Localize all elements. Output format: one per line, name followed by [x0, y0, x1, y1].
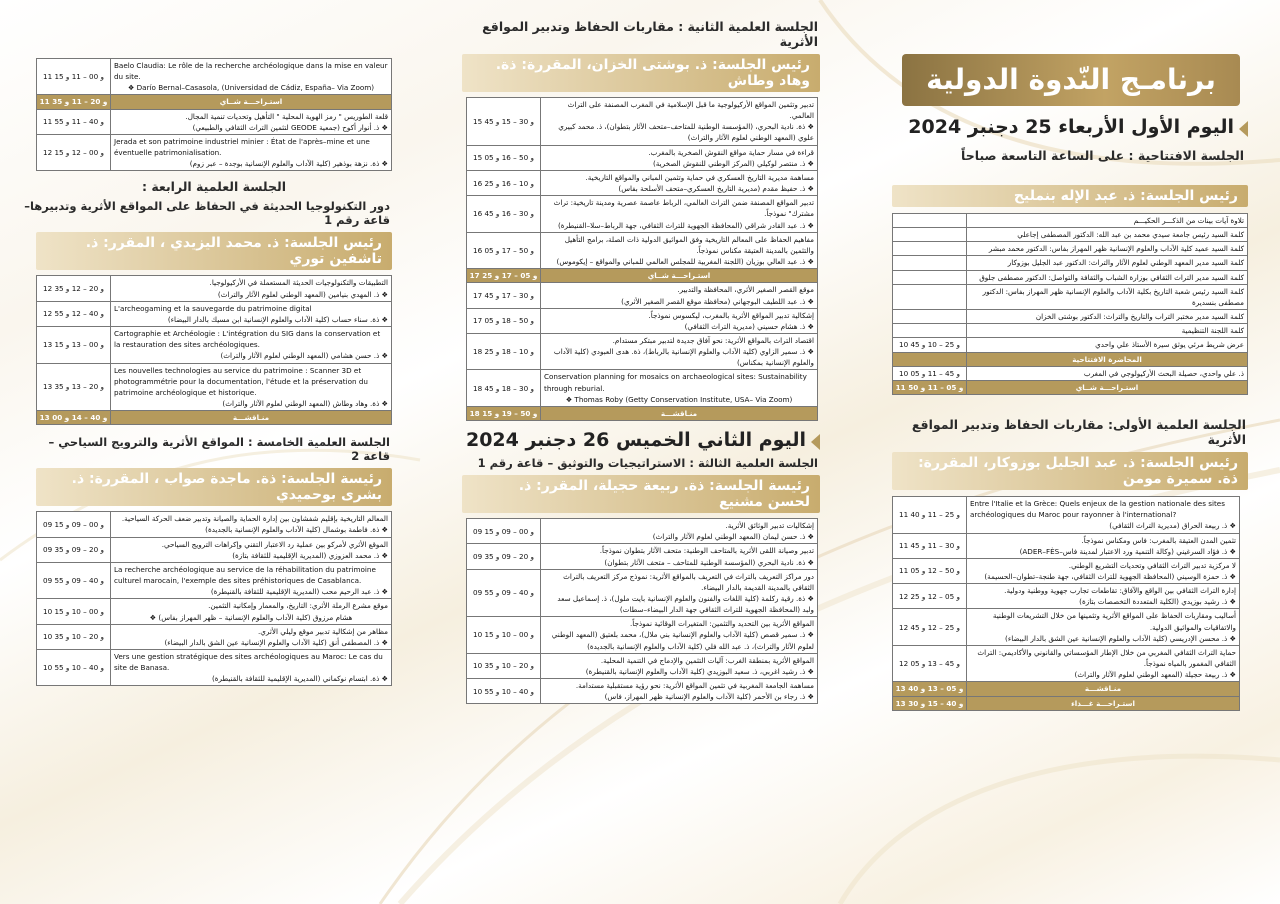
time-cell: 11 و 00 – 11 و 15 — [37, 59, 111, 95]
table-row — [893, 270, 1248, 284]
talk-cell — [111, 650, 392, 686]
day2-heading: اليوم الثاني الخميس 26 دجنبر 2024 — [462, 429, 820, 451]
session5-chair-bar: رئيسة الجلسة: ذة. ماجدة صواب ، المقررة: ذ. بشرى بوحميدي — [36, 468, 392, 506]
speaker-line: ❖ ذ. حفيظ مقدم (مديرية التاريخ العسكري–متحف الأسلحة بفاس) — [618, 184, 814, 194]
table-row — [467, 519, 818, 544]
talk-title: تثمين المدن العتيقة بالمغرب: فاس ومكناس نموذجاً. — [1081, 535, 1236, 545]
time-cell: 16 و 50 – 17 و 05 — [467, 232, 541, 268]
talk-cell — [111, 537, 392, 562]
table-row — [37, 363, 392, 411]
break-cell — [967, 696, 1240, 710]
talk-title: Entre l'Italie et la Grèce: Quels enjeux de la gestion nationale des sites archéologiques du Maroc pour rayonner à l'international? — [970, 499, 1225, 520]
talk-title: Conservation planning for mosaics on archaeological sites: Sustainability through reburial. — [544, 372, 807, 393]
column-right — [892, 110, 1248, 711]
talk-title: موقع القصر الصغير الأثري، المحافظة والتدبير. — [677, 285, 814, 295]
session2-table — [466, 97, 818, 421]
time-cell: 11 و 40 – 11 و 55 — [37, 109, 111, 134]
table-row — [893, 214, 1248, 228]
table-row — [467, 170, 818, 195]
table-row — [893, 645, 1240, 681]
session4-subtitle: دور التكنولوجيا الحديثة في الحفاظ على المواقع الأثرية وتدبيرها– قاعة رقم 1 — [24, 199, 390, 228]
talk-cell — [541, 232, 818, 268]
table-row — [893, 324, 1248, 338]
talk-cell — [541, 544, 818, 569]
speaker-line: ❖ ذ. منتصر لوكيلي (المركز الوطني للنقوش الصخرية) — [653, 158, 814, 168]
table-row — [467, 232, 818, 268]
table-row — [37, 95, 392, 109]
talk-cell — [967, 284, 1248, 309]
table-row — [37, 411, 392, 425]
time-cell: 09 و 20 – 09 و 35 — [37, 537, 111, 562]
talk-title: مساهمة مديرية التاريخ العسكري في حماية وتثمين المباني والمواقع التاريخية. — [585, 172, 814, 182]
time-cell: 16 و 10 – 16 و 25 — [467, 170, 541, 195]
talk-cell — [967, 366, 1248, 380]
talk-title: Jerada et son patrimoine industriel minier : État de l'après–mine et une éventuelle patrimonialisation. — [114, 136, 370, 158]
time-cell: 18 و 10 – 18 و 25 — [467, 333, 541, 369]
talk-cell — [541, 308, 818, 333]
talk-title: المحاضرة الافتتاحية — [1072, 354, 1142, 364]
talk-title: المواقع الأثرية بين التحديد والتثمين: المتغيرات الوقائية نموذجاً. — [629, 619, 814, 629]
speaker-line: ❖ ذة. نزهة بوذهير (كلية الآداب والعلوم الإنسانية بوجدة – عبر زوم) — [189, 159, 388, 169]
opening-table — [892, 213, 1248, 395]
talk-cell — [967, 242, 1248, 256]
time-cell: 17 و 05 – 17 و 25 — [467, 269, 541, 283]
talk-title: لا مركزية تدبير التراث الثقافي وتحديات التشريع الوطني. — [1068, 560, 1236, 570]
talk-cell — [111, 599, 392, 624]
time-cell: 12 و 40 – 12 و 55 — [37, 301, 111, 326]
session4-title: الجلسة العلمية الرابعة : — [141, 179, 286, 195]
table-row — [893, 366, 1248, 380]
table-row — [467, 370, 818, 406]
time-cell: 10 و 45 – 11 و 05 — [893, 366, 967, 380]
talk-cell — [541, 569, 818, 617]
talk-title: مفاهيم الحفاظ على المعالم التاريخية وفق المواثيق الدولية ذات الصلة، برامج التأهيل والتثمين بالمدينة العتيقة مكناس نموذجاً. — [564, 234, 814, 255]
table-row — [37, 59, 392, 95]
speaker-line: ❖ Darío Bernal–Casasola, (Universidad de Cádiz, España– Via Zoom) — [127, 83, 375, 93]
talk-cell — [967, 338, 1248, 352]
table-row — [37, 562, 392, 598]
table-row — [893, 284, 1248, 309]
talk-title: استـراحـــة شــاي — [647, 271, 711, 281]
table-row — [893, 228, 1248, 242]
talk-title: Vers une gestion stratégique des sites archéologiques au Maroc: Le cas du site de Banasa. — [114, 652, 383, 673]
table-row — [37, 109, 392, 134]
talk-title: كلمة السيد مدير المعهد الوطني لعلوم الآثار والتراث: الدكتور عبد الجليل بوزوكار — [1007, 258, 1244, 268]
talk-cell — [541, 617, 818, 653]
table-row — [467, 308, 818, 333]
opening-session-title: الجلسة الافتتاحية : على الساعة التاسعة صباحاً — [961, 148, 1244, 163]
talk-cell — [967, 497, 1240, 533]
time-cell: 09 و 20 – 09 و 35 — [467, 544, 541, 569]
speaker-line: ❖ ذة. وهاد وطاش (المعهد الوطني لعلوم الآثار والتراث) — [222, 398, 388, 408]
talk-cell — [967, 214, 1248, 228]
talk-cell — [111, 327, 392, 363]
session3-chair-bar: رئيسة الجلسة: ذة. ربيعة حجيلة، المقرر: ذ. لحسن مشنيع — [462, 475, 820, 513]
talk-cell — [541, 653, 818, 678]
time-cell — [893, 242, 967, 256]
talk-title: اقتصاد التراث بالمواقع الأثرية: نحو آفاق جديدة لتدبير مبتكر مستدام. — [612, 335, 814, 345]
time-cell — [893, 324, 967, 338]
break-cell — [967, 682, 1240, 696]
time-cell — [893, 228, 967, 242]
talk-title: استـراحـــة شــاي — [219, 97, 283, 107]
speaker-line: ❖ ذ. حسن ليمان (المعهد الوطني لعلوم الآثار والتراث) — [652, 532, 814, 542]
time-cell: 12 و 45 – 13 و 05 — [893, 645, 967, 681]
table-row — [37, 599, 392, 624]
table-row — [893, 256, 1248, 270]
talk-cell — [111, 59, 392, 95]
talk-title: التطبيقات والتكنولوجيات الحديثة المستعملة في الأركيولوجيا. — [209, 278, 388, 288]
talk-cell — [967, 228, 1248, 242]
talk-title: قراءة في مسار حماية مواقع النقوش الصخرية بالمغرب. — [648, 147, 814, 157]
talk-title: تلاوة آيات بينات من الذكـــر الحكيـــم — [1133, 216, 1244, 225]
time-cell: 09 و 40 – 09 و 55 — [467, 569, 541, 617]
time-cell: 09 و 00 – 09 و 15 — [467, 519, 541, 544]
day1-heading: اليوم الأول الأربعاء 25 دجنبر 2024 — [892, 116, 1248, 138]
table-row — [893, 558, 1240, 583]
talk-cell — [967, 256, 1248, 270]
table-row — [37, 650, 392, 686]
speaker-line: ❖ ذ. عبد القادر شراقي (المحافظة الجهوية للتراث الثقافي، جهة الرباط–سلا–القنيطرة) — [557, 220, 814, 230]
talk-title: منـاقشـــة — [232, 413, 270, 423]
talk-cell — [111, 134, 392, 170]
speaker-line: ❖ ذ. حسن هشامي (المعهد الوطني لعلوم الآثار والتراث) — [220, 351, 388, 361]
time-cell: 13 و 20 – 13 و 35 — [37, 363, 111, 411]
table-row — [893, 584, 1240, 609]
table-row — [467, 617, 818, 653]
table-row — [467, 653, 818, 678]
time-cell: 13 و 05 – 13 و 40 — [893, 682, 967, 696]
talk-title: استـراحـــة غـــذاء — [1071, 698, 1135, 708]
time-cell: 10 و 00 – 10 و 15 — [37, 599, 111, 624]
speaker-line: ❖ ذة. رقية ركلمة (كلية اللغات والفنون والعلوم الإنسانية بايت ملول)، ذ. إسماعيل سعد ولبد (المحافظة الجهوية للتراث الثقافي جهة الدار البيضاء–سطات) — [557, 594, 814, 615]
talk-title: إدارة التراث الثقافي بين الواقع والآفاق: تقاطعات تجارب جهوية ووطنية ودولية. — [1004, 586, 1236, 596]
session1-title: الجلسة العلمية الأولى: مقاربات الحفاظ وتدبير المواقع الأثرية — [911, 417, 1246, 448]
session1-table — [892, 496, 1240, 711]
speaker-line: ❖ ذ. هشام حسيني (مديرية التراث الثقافي) — [684, 321, 814, 331]
talk-cell — [111, 624, 392, 649]
table-row — [893, 352, 1248, 366]
table-row — [467, 406, 818, 420]
break-cell — [111, 411, 392, 425]
talk-cell — [541, 170, 818, 195]
time-cell: 15 و 50 – 16 و 05 — [467, 145, 541, 170]
talk-cell — [111, 276, 392, 301]
table-row — [37, 134, 392, 170]
talk-cell — [967, 645, 1240, 681]
break-cell — [541, 406, 818, 420]
speaker-line: ❖ ذ. رشيد اغربي، ذ. سعيد البوزيدي (كلية الآداب والعلوم الإنسانية بالقنيطرة) — [585, 666, 814, 676]
speaker-line: ❖ ذ. المهدي بنيامين (المعهد الوطني لعلوم الآثار والتراث) — [217, 289, 388, 299]
time-cell — [893, 214, 967, 228]
speaker-line: ❖ Thomas Roby (Getty Conservation Institute, USA– Via Zoom) — [565, 394, 793, 404]
time-cell: 12 و 20 – 12 و 35 — [37, 276, 111, 301]
time-cell: 17 و 30 – 17 و 45 — [467, 283, 541, 308]
talk-cell — [541, 333, 818, 369]
talk-cell — [541, 98, 818, 146]
speaker-line: ❖ ذة. سناء حساب (كلية الآداب والعلوم الإنسانية ابن مسيك بالدار البيضاء) — [167, 314, 388, 324]
time-cell: 12 و 00 – 12 و 15 — [37, 134, 111, 170]
talk-title: Cartographie et Archéologie : L'intégration du SIG dans la conservation et la restauration des sites archéologiques. — [114, 329, 381, 350]
time-cell: 10 و 25 – 10 و 45 — [893, 338, 967, 352]
talk-title: La recherche archéologique au service de la réhabilitation du patrimoine culturel marocain, l'exemple des sites préhistoriques de Casablanca. — [114, 564, 376, 586]
talk-title: قلعة الطوريس " رمز الهوية المحلية " التأهيل وتحديات تنمية المجال. — [185, 111, 388, 121]
talk-title: كلمة السيد رئيس شعبة التاريخ بكلية الآداب والعلوم الإنسانية ظهر المهراز بفاس: الدكتور مصطفى بنسديرة — [982, 286, 1244, 307]
session4-table — [36, 275, 392, 425]
speaker-line: ❖ ذ. محمد العزوزي (المديرية الإقليمية للثقافة بتازة) — [232, 550, 388, 560]
time-cell: 17 و 50 – 18 و 05 — [467, 308, 541, 333]
table-row — [467, 98, 818, 146]
speaker-line: ❖ ذ. المصطفى أنق (كلية الآداب والعلوم الإنسانية عين الشق بالدار البيضاء) — [164, 637, 388, 647]
table-row — [893, 338, 1248, 352]
talk-cell — [111, 109, 392, 134]
talk-cell — [541, 283, 818, 308]
time-cell: 09 و 00 – 09 و 15 — [37, 512, 111, 537]
talk-title: مساهمة الجامعة المغربية في تثمين المواقع الأثرية: نحو رؤية مستقبلية مستدامة. — [575, 681, 814, 691]
speaker-line: ❖ ذة. ابتسام نوكماني (المديرية الإقليمية للثقافة بالقنيطرة) — [211, 674, 388, 684]
table-row — [467, 333, 818, 369]
talk-title: موقع مشرع الرملة الأثري: التاريخ، والمعمار وإمكانية التثمين. — [208, 601, 388, 611]
session3-table — [466, 518, 818, 704]
speaker-line: ❖ ذ. رجاء بن الأحمر (كلية الآداب والعلوم الإنسانية ظهر المهراز، فاس) — [604, 692, 814, 702]
talk-cell — [541, 196, 818, 232]
time-cell: 10 و 20 – 10 و 35 — [467, 653, 541, 678]
talk-title: L'archeogaming et la sauvegarde du patrimoine digital — [114, 303, 312, 313]
speaker-line: ❖ ذ. سمير الزاوي (كلية الآداب والعلوم الإنسانية بالرباط)، ذة. هدى العبودي (كلية الآداب والعلوم الإنسانية بمكناس) — [553, 347, 814, 368]
session5-title: الجلسة العلمية الخامسة : المواقع الأثرية والترويج السياحي – قاعة 2 — [48, 435, 390, 464]
talk-cell — [967, 324, 1248, 338]
speaker-line: ❖ ذ. حمزة الوسيني (المحافظة الجهوية للتراث الثقافي، جهة طنجة–تطوان–الحسيمة) — [984, 571, 1236, 581]
time-cell: 11 و 25 – 11 و 40 — [893, 497, 967, 533]
time-cell: 11 و 30 – 11 و 45 — [893, 533, 967, 558]
talk-title: منـاقشـــة — [660, 408, 698, 418]
talk-title: أساليب ومقاربات الحفاظ على المواقع الأثرية وتثمينها من خلال التشريعات الوطنية والاتفاقيات والمواثيق الدولية. — [992, 611, 1236, 632]
time-cell — [893, 284, 967, 309]
speaker-line: ❖ ذ. ربيعة الحراق (مديرية التراث الثقافي) — [1109, 521, 1236, 531]
talk-title: إشكالية تدبير المواقع الأثرية بالمغرب، ليكسوس نموذجاً. — [648, 310, 814, 320]
column-left — [24, 58, 392, 686]
talk-cell — [541, 145, 818, 170]
session-continuation-table — [36, 58, 392, 171]
talk-cell — [541, 679, 818, 704]
talk-title: ذ. علي واحدي، حصيلة البحث الأركيولوجي في المغرب — [1083, 368, 1244, 378]
speaker-line: ❖ ذ. عبد اللطيف البوجهاني (محافظة موقع القصر الصغير الأثري) — [621, 296, 814, 306]
speaker-line: ❖ ذ. عبد الرحيم محب (المديرية الإقليمية للثقافة بالقنيطرة) — [210, 587, 388, 597]
talk-cell — [967, 558, 1240, 583]
talk-title: تدبير وصيانة اللقى الأثرية بالمتاحف الوطنية: متحف الآثار بتطوان نموذجاً. — [599, 546, 814, 556]
table-row — [893, 609, 1240, 645]
speaker-line: ❖ ذة. نادية البحري، (المؤسسة الوطنية للمتاحف–متحف الآثار بتطوان)، ذ. محمد كبيري علوي (المعهد الوطني لعلوم الآثار والتراث) — [558, 122, 814, 143]
talk-title: إشكاليات تدبير الوثائق الأثرية. — [725, 521, 814, 531]
time-cell: 13 و 00 – 13 و 15 — [37, 327, 111, 363]
talk-title: حماية التراث الثقافي المغربي من خلال الإطار المؤسساتي والقانوني والأكاديمي: التراث الثقافي المغمور بالمياه نموذجاً. — [977, 647, 1236, 669]
time-cell: 11 و 20 – 11 و 35 — [37, 95, 111, 109]
talk-cell — [967, 270, 1248, 284]
speaker-line: ❖ هشام مرزوق (كلية الآداب والعلوم الإنسانية – ظهر المهراز بفاس) — [149, 612, 353, 622]
table-row — [37, 276, 392, 301]
talk-title: منـاقشـــة — [1084, 684, 1122, 694]
table-row — [467, 145, 818, 170]
speaker-line: ❖ ذ. عبد العالي بوزيان (اللجنة المغربية للمجلس العالمي للمباني والمواقع – إيكوموس) — [556, 257, 814, 267]
program-title: برنامـج النّدوة الدولية — [902, 54, 1240, 106]
break-cell — [111, 95, 392, 109]
speaker-line: ❖ ذ. ربيعة حجيلة (المعهد الوطني لعلوم الآثار والتراث) — [1074, 670, 1236, 680]
talk-title: تدبير المواقع المصنفة ضمن التراث العالمي، الرباط عاصمة عصرية ومدينة تاريخية: تراث مشترك" نموذجاً. — [553, 198, 814, 219]
table-row — [893, 533, 1240, 558]
speaker-line: ❖ ذ. فؤاد السرغيني (وكالة التنمية ورد الاعتبار لمدينة فاس–ADER–FÈS) — [1019, 546, 1236, 556]
talk-cell — [111, 363, 392, 411]
talk-title: مظاهر من إشكالية تدبير موقع وليلي الأثري. — [257, 626, 388, 636]
speaker-line: ❖ ذ. رشيد بوزيدي (الكلية المتعددة التخصصات بتازة) — [1079, 597, 1236, 607]
talk-title: الموقع الأثري لأمركو بين عملية رد الاعتبار التقني وإكراهات الترويج السياحي. — [161, 539, 388, 549]
speaker-line: ❖ ذة. نادية البحري (المؤسسة الوطنية للمتاحف – متحف الآثار بتطوان) — [604, 557, 814, 567]
time-cell: 13 و 40 – 14 و 00 — [37, 411, 111, 425]
session3-title: الجلسة العلمية الثالثة : الاستراتيجيات والتوثيق – قاعة رقم 1 — [477, 456, 818, 471]
talk-title: كلمة اللجنة التنظيمية — [1181, 326, 1244, 336]
table-row — [893, 497, 1240, 533]
table-row — [37, 537, 392, 562]
session4-chair-bar: رئيس الجلسة: ذ. محمد اليزيدي ، المقرر: ذ. تاشفين توري — [36, 232, 392, 270]
talk-title: المواقع الأثرية بمنطقة الغرب: آليات التثمين والإدماج في التنمية المحلية. — [600, 655, 814, 665]
time-cell: 10 و 00 – 10 و 15 — [467, 617, 541, 653]
session2-title: الجلسة العلمية الثانية : مقاربات الحفاظ وتدبير المواقع الأثرية — [482, 19, 818, 49]
talk-title: دور مراكز التعريف بالتراث في التعريف بالمواقع الأثرية: نموذج مركز التعريف بالتراث الثقافي بالمدينة القديمة بالدار البيضاء. — [563, 571, 814, 592]
time-cell: 13 و 40 – 15 و 30 — [893, 696, 967, 710]
table-row — [893, 310, 1248, 324]
talk-title: كلمة السيد مدير مختبر التراب والتاريخ والتراث: الدكتور بوشتى الخزان — [1035, 312, 1244, 322]
time-cell: 11 و 50 – 12 و 05 — [893, 558, 967, 583]
talk-cell — [967, 584, 1240, 609]
talk-title: كلمة السيد عميد كلية الآداب والعلوم الإنسانية ظهر المهراز بفاس: الدكتور محمد مبشر — [988, 244, 1244, 254]
talk-title: استـراحـــة شــاي — [1075, 382, 1139, 392]
talk-cell — [541, 519, 818, 544]
talk-title: كلمة السيد مدير التراث الثقافي بوزارة الشباب والثقافة والتواصل: الدكتور مصطفى جلوق — [979, 272, 1244, 282]
table-row — [467, 544, 818, 569]
table-row — [893, 380, 1248, 394]
table-row — [467, 269, 818, 283]
talk-title: عرض شريط مرئي يوثق سيرة الأستاذ علي واحدي — [1095, 340, 1244, 350]
session5-table — [36, 511, 392, 686]
talk-title: المعالم التاريخية بإقليم شفشاون بين إدارة الحماية والصيانة وتدبير ضعف الحركة السياحية. — [121, 514, 388, 524]
talk-cell — [111, 512, 392, 537]
time-cell: 16 و 30 – 16 و 45 — [467, 196, 541, 232]
time-cell — [893, 270, 967, 284]
time-cell — [893, 352, 967, 366]
break-cell — [541, 269, 818, 283]
time-cell — [893, 256, 967, 270]
speaker-line: ❖ ذ. سمير قصص (كلية الآداب والعلوم الإنسانية بني ملال)، محمد بلعتيق (المعهد الوطني لعلوم الآثار والتراث)، ذ. عبد الله فلي (كلية الآداب والعلوم الإنسانية بالجديدة) — [551, 630, 814, 651]
time-cell: 10 و 40 – 10 و 55 — [467, 679, 541, 704]
table-row — [37, 624, 392, 649]
time-cell — [893, 310, 967, 324]
speaker-line: ❖ ذ. أنوار أكوح (جمعية GEODE لتثمين التراث الثقافي والطبيعي) — [192, 122, 388, 132]
time-cell: 18 و 50 – 19 و 15 — [467, 406, 541, 420]
break-cell — [967, 380, 1248, 394]
talk-cell — [967, 533, 1240, 558]
table-row — [893, 242, 1248, 256]
talk-cell — [111, 562, 392, 598]
speaker-line: ❖ ذ. محسن الإدريسي (كلية الآداب والعلوم الإنسانية عين الشق بالدار البيضاء) — [1005, 633, 1236, 643]
session2-chair-bar: رئيس الجلسة: ذ. بوشتى الخزان، المقررة: ذة. وهاد وطاش — [462, 54, 820, 92]
break-cell — [967, 352, 1248, 366]
time-cell: 12 و 25 – 12 و 45 — [893, 609, 967, 645]
talk-cell — [967, 310, 1248, 324]
day1-chair-bar: رئيس الجلسة: ذ. عبد الإله بنمليح — [892, 185, 1248, 207]
table-row — [467, 679, 818, 704]
session1-chair-bar: رئيس الجلسة: ذ. عبد الجليل بوزوكار، المقررة: ذة. سميرة مومن — [892, 452, 1248, 490]
table-row — [37, 327, 392, 363]
table-row — [893, 682, 1240, 696]
column-middle — [462, 14, 820, 704]
table-row — [893, 696, 1240, 710]
table-row — [37, 301, 392, 326]
talk-cell — [967, 609, 1240, 645]
time-cell: 11 و 05 – 11 و 50 — [893, 380, 967, 394]
talk-title: Les nouvelles technologies au service du patrimoine : Scanner 3D et photogrammétrie pour la documentation, l'étude et la préservation du patrimoine archéologique et historique. — [114, 365, 368, 397]
table-row — [467, 283, 818, 308]
time-cell: 10 و 40 – 10 و 55 — [37, 650, 111, 686]
time-cell: 09 و 40 – 09 و 55 — [37, 562, 111, 598]
table-row — [467, 196, 818, 232]
table-row — [37, 512, 392, 537]
table-row — [467, 569, 818, 617]
talk-cell — [541, 370, 818, 406]
time-cell: 12 و 05 – 12 و 25 — [893, 584, 967, 609]
time-cell: 15 و 30 – 15 و 45 — [467, 98, 541, 146]
talk-title: تدبير وتثمين المواقع الأركيولوجية ما قبل الإسلامية في المغرب المصنفة على التراث العالمي. — [567, 100, 814, 121]
speaker-line: ❖ ذة. فاطمة بوشمال (كلية الآداب والعلوم الإنسانية بالجديدة) — [205, 525, 388, 535]
talk-title: Baelo Claudia: Le rôle de la recherche archéologique dans la mise en valeur du site. — [114, 61, 388, 82]
talk-title: كلمة السيد رئيس جامعة سيدي محمد بن عبد الله: الدكتور المصطفى إجاعلي — [1017, 230, 1244, 240]
time-cell: 18 و 30 – 18 و 45 — [467, 370, 541, 406]
time-cell: 10 و 20 – 10 و 35 — [37, 624, 111, 649]
talk-cell — [111, 301, 392, 326]
